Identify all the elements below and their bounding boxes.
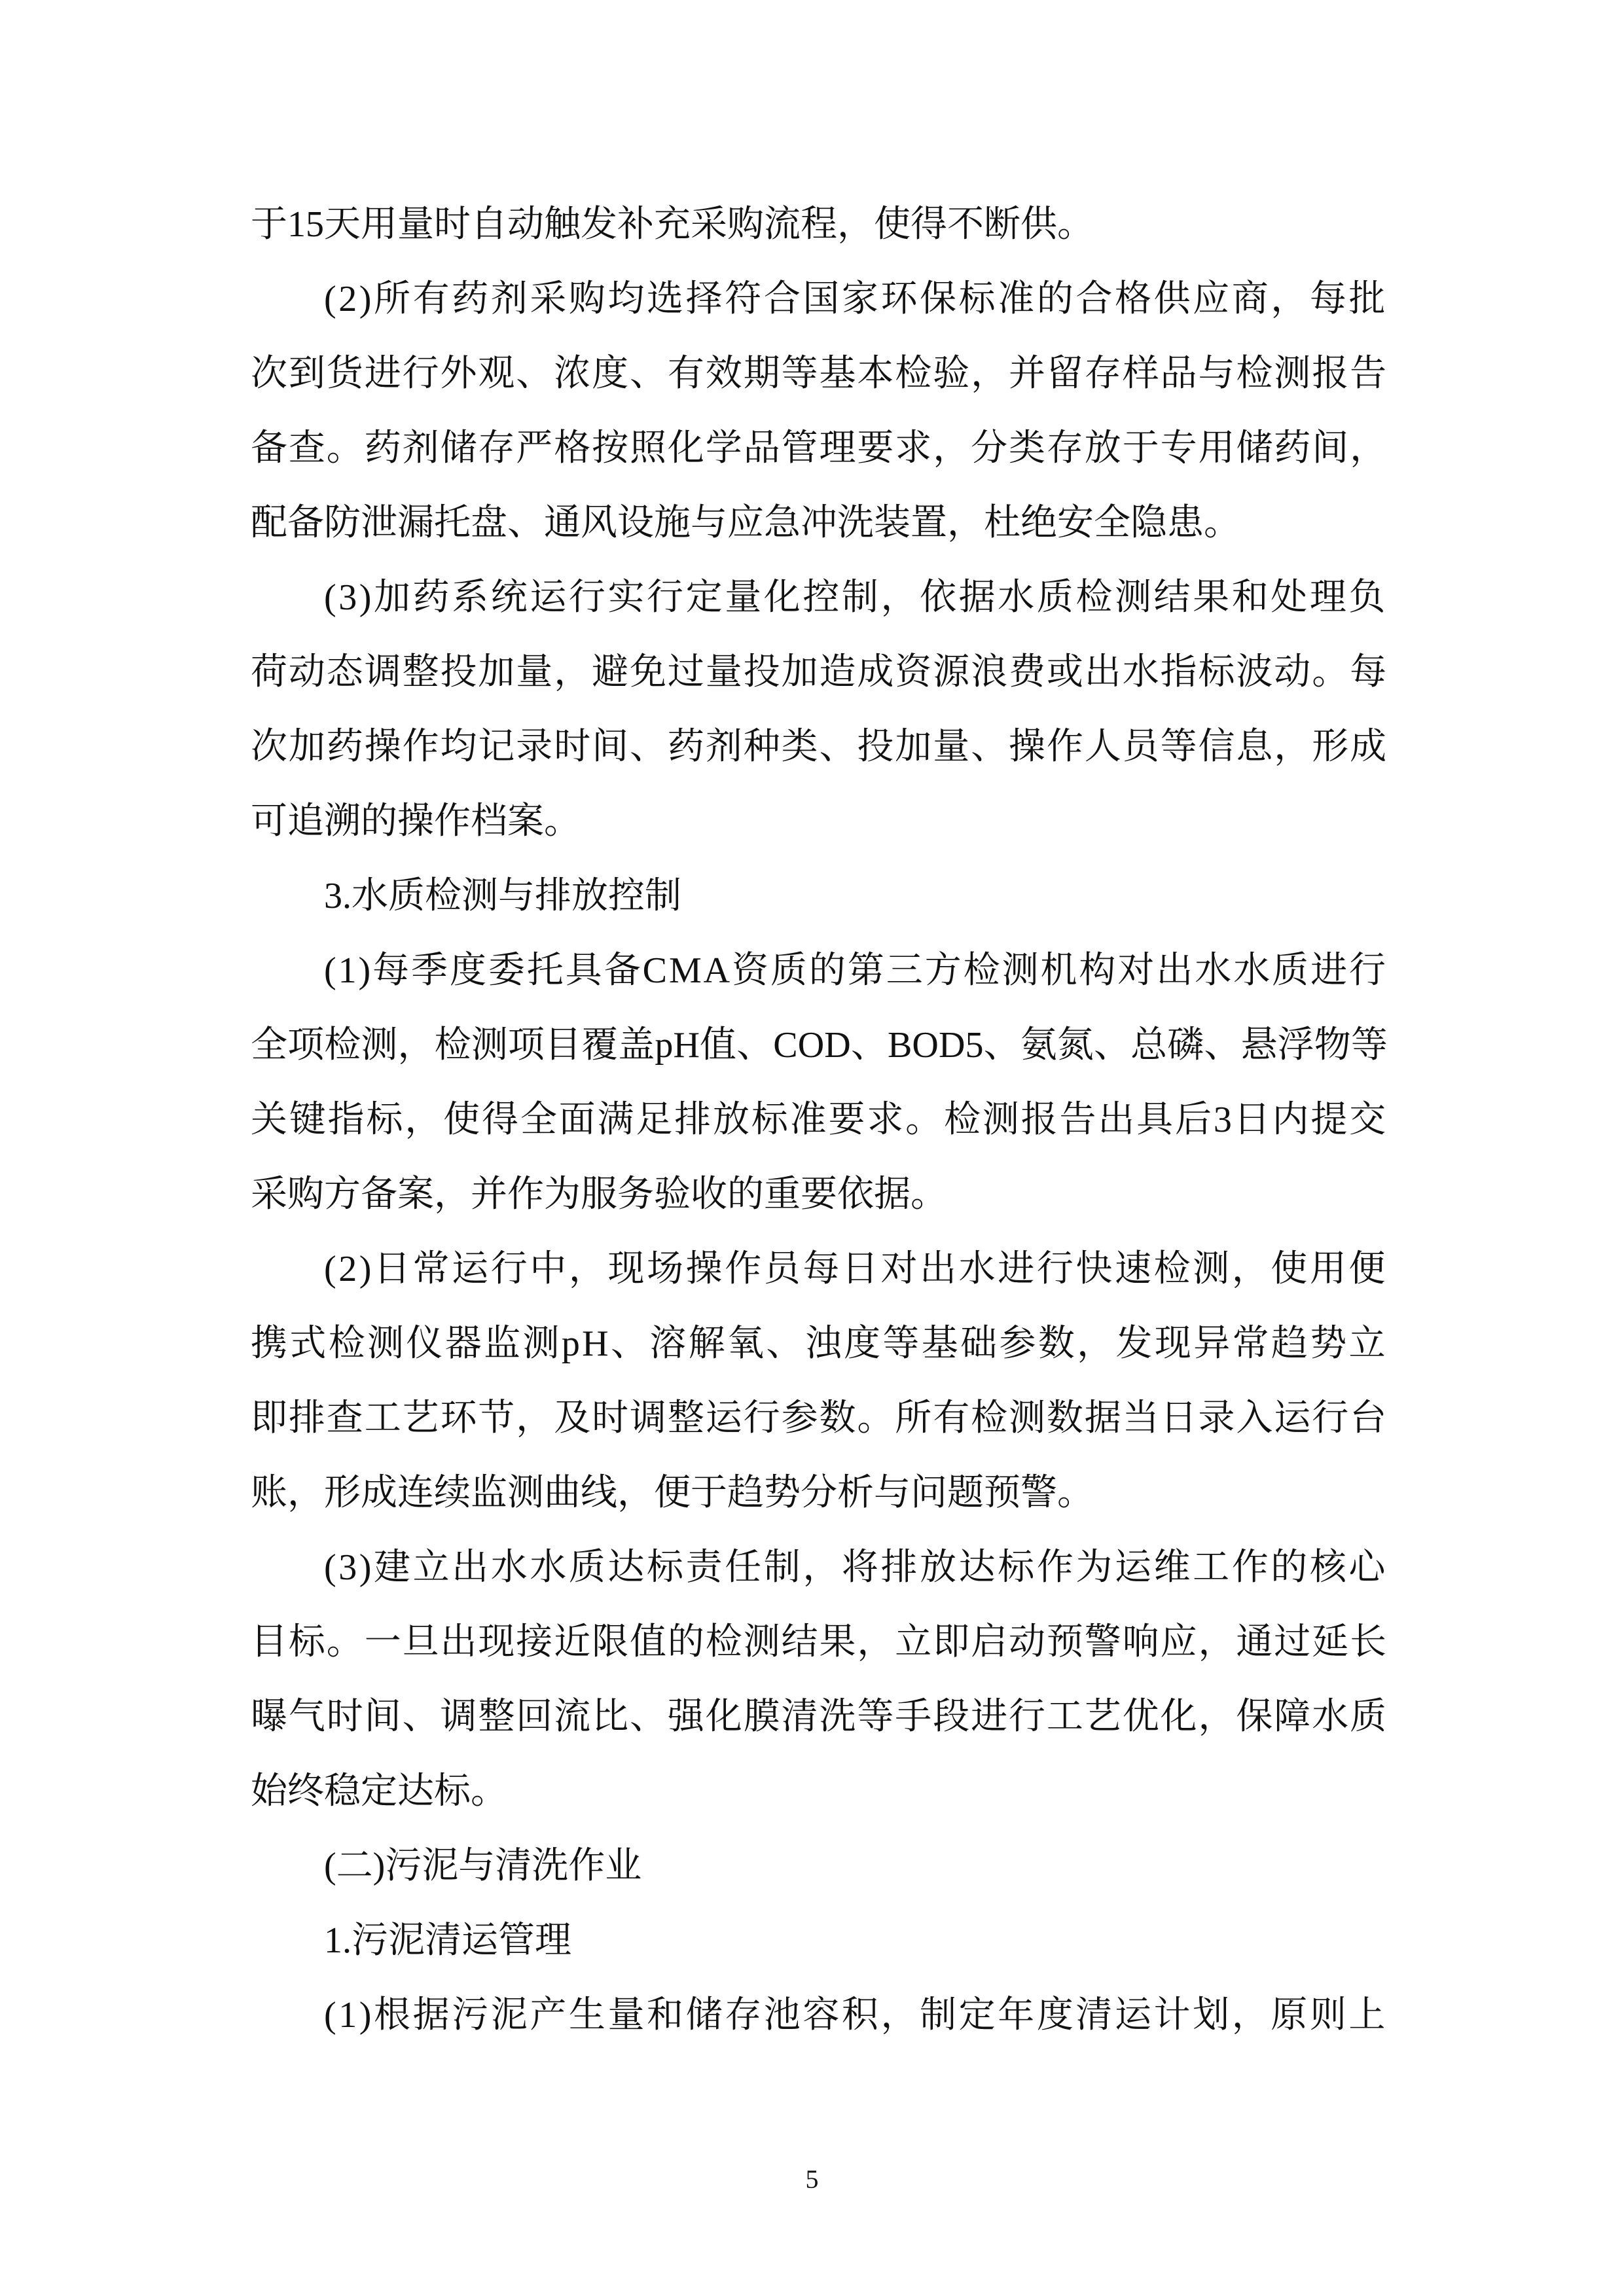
text-line-content: 全项检测，检测项目覆盖pH值、COD、BOD5、氨氮、总磷、悬浮物等 — [251, 1025, 1388, 1066]
text-line — [251, 1157, 1388, 1232]
text-line — [251, 1605, 1388, 1679]
text-line — [251, 1978, 1388, 2053]
text-line-content: 次到货进行外观、浓度、有效期等基本检验，并留存样品与检测报告 — [251, 353, 1388, 394]
text-line-content: 即排查工艺环节，及时调整运行参数。所有检测数据当日录入运行台 — [251, 1398, 1388, 1439]
text-line — [251, 486, 1388, 560]
text-line-content: 荷动态调整投加量，避免过量投加造成资源浪费或出水指标波动。每 — [251, 652, 1388, 692]
text-line — [251, 1679, 1388, 1754]
text-line-content: (2)日常运行中，现场操作员每日对出水进行快速检测，使用便 — [324, 1249, 1388, 1289]
text-line — [251, 1456, 1388, 1530]
text-line-content: 备查。药剂储存严格按照化学品管理要求，分类存放于专用储药间， — [251, 428, 1388, 469]
text-line — [251, 560, 1388, 635]
text-line — [251, 933, 1388, 1008]
text-line-content: 携式检测仪器监测pH、溶解氧、浊度等基础参数，发现异常趋势立 — [251, 1323, 1388, 1364]
text-line — [251, 1083, 1388, 1157]
text-line-content: 于15天用量时自动触发补充采购流程，使得不断供。 — [251, 204, 1094, 245]
text-line-content: 采购方备案，并作为服务验收的重要依据。 — [251, 1174, 947, 1215]
text-line-content: (1)根据污泥产生量和储存池容积，制定年度清运计划，原则上 — [324, 1995, 1388, 2036]
text-line — [251, 1381, 1388, 1456]
text-line — [251, 1008, 1388, 1083]
text-line-content: (二)污泥与清洗作业 — [324, 1846, 642, 1886]
text-line-content: 曝气时间、调整回流比、强化膜清洗等手段进行工艺优化，保障水质 — [251, 1696, 1388, 1737]
text-line-content: 3.水质检测与排放控制 — [324, 876, 681, 916]
page-number: 5 — [805, 2164, 819, 2194]
text-line — [251, 262, 1388, 336]
text-line — [251, 1829, 1388, 1903]
text-line — [251, 709, 1388, 784]
text-line — [251, 1306, 1388, 1381]
text-line-content: 1.污泥清运管理 — [324, 1920, 571, 1961]
text-line-content: 配备防泄漏托盘、通风设施与应急冲洗装置，杜绝安全隐患。 — [251, 503, 1240, 543]
text-line-content: (1)每季度委托具备CMA资质的第三方检测机构对出水水质进行 — [324, 950, 1388, 991]
text-line — [251, 784, 1388, 859]
text-line-content: 始终稳定达标。 — [251, 1771, 507, 1812]
text-line — [251, 1754, 1388, 1829]
text-line — [251, 1903, 1388, 1978]
text-line-content: (3)建立出水水质达标责任制，将排放达标作为运维工作的核心 — [324, 1547, 1388, 1588]
text-line — [251, 859, 1388, 933]
text-line-content: (3)加药系统运行实行定量化控制，依据水质检测结果和处理负 — [324, 577, 1388, 618]
text-line-content: 目标。一旦出现接近限值的检测结果，立即启动预警响应，通过延长 — [251, 1622, 1388, 1662]
text-line-content: 关键指标，使得全面满足排放标准要求。检测报告出具后3日内提交 — [251, 1100, 1388, 1140]
text-line-content: 次加药操作均记录时间、药剂种类、投加量、操作人员等信息，形成 — [251, 726, 1388, 767]
text-line — [251, 1232, 1388, 1306]
text-line-content: (2)所有药剂采购均选择符合国家环保标准的合格供应商，每批 — [324, 279, 1388, 319]
text-line — [251, 187, 1388, 262]
text-line — [251, 1530, 1388, 1605]
text-line-content: 账，形成连续监测曲线，便于趋势分析与问题预警。 — [251, 1473, 1094, 1513]
text-line — [251, 411, 1388, 486]
text-line — [251, 635, 1388, 709]
text-line — [251, 336, 1388, 411]
text-line-content: 可追溯的操作档案。 — [251, 801, 581, 842]
document-body — [251, 187, 1388, 2053]
